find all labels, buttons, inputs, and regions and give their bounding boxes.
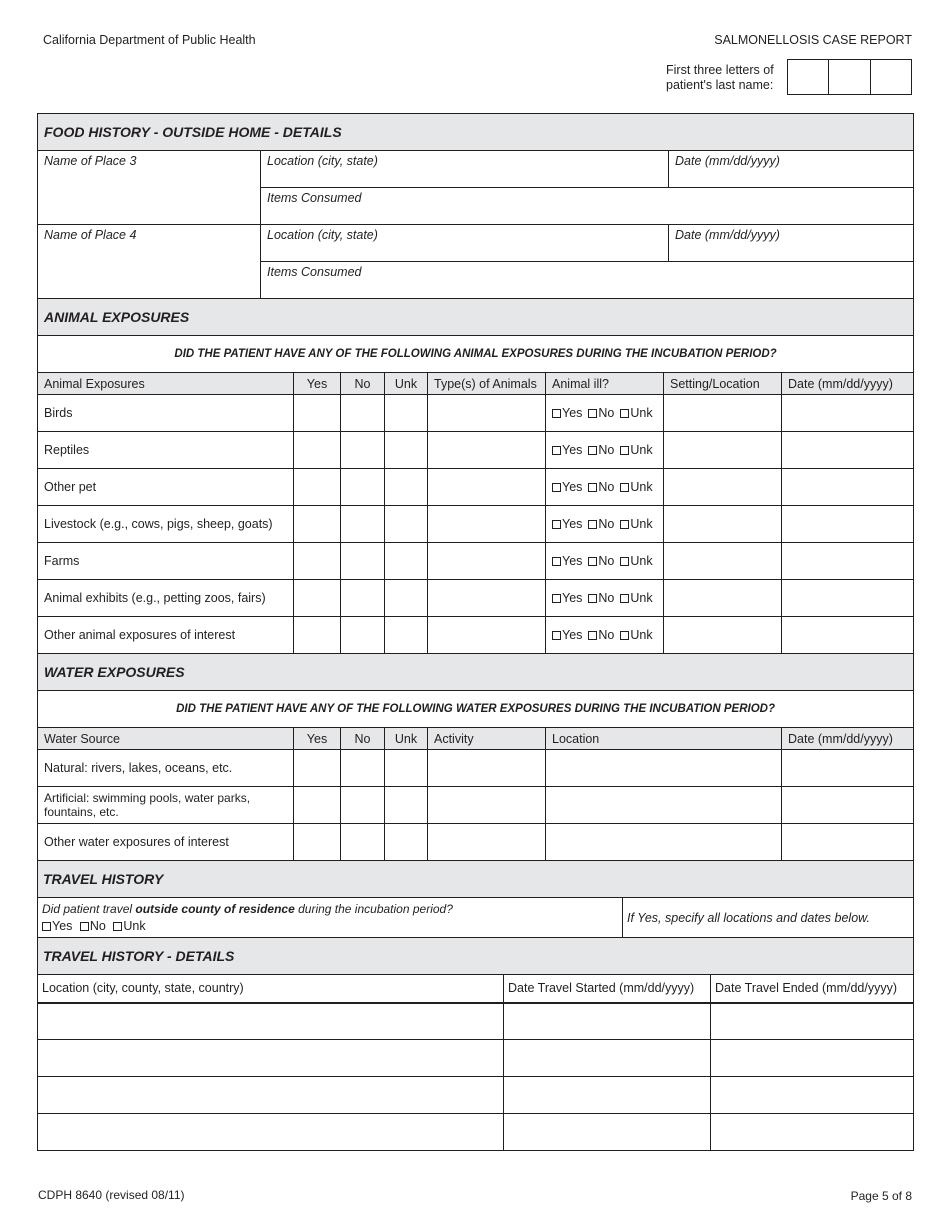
setting-location-cell[interactable] [664, 617, 782, 654]
col-unk: Unk [385, 728, 428, 750]
animal-exposure-label: Farms [38, 543, 294, 580]
animal-types-cell[interactable] [428, 432, 546, 469]
location-label: Location (city, state) [267, 228, 378, 242]
unk-label: Unk [630, 480, 653, 494]
no-label: No [598, 480, 615, 494]
animal-ill-no-option[interactable] [588, 406, 614, 420]
animal-ill-no-option[interactable] [588, 628, 614, 642]
col-date: Date (mm/dd/yyyy) [782, 728, 914, 750]
animal-row [38, 469, 914, 506]
place4-location-field[interactable] [261, 225, 669, 262]
travel-start-cell[interactable] [504, 1114, 711, 1151]
no-label: No [598, 517, 615, 531]
animal-ill-unk-option[interactable] [620, 628, 652, 642]
travel-no-option[interactable] [80, 919, 106, 933]
no-cell[interactable] [341, 824, 385, 861]
col-unk: Unk [385, 373, 428, 395]
setting-location-cell[interactable] [664, 432, 782, 469]
animal-ill-no-option[interactable] [588, 443, 614, 457]
no-label: No [598, 406, 615, 420]
unk-label: Unk [630, 591, 653, 605]
date-cell[interactable] [782, 432, 914, 469]
travel-end-cell[interactable] [711, 1077, 914, 1114]
place3-location-field[interactable] [261, 151, 669, 188]
animal-ill-cell [546, 617, 664, 654]
travel-row [38, 1077, 914, 1114]
checkbox-icon [113, 922, 122, 931]
travel-question [42, 901, 616, 918]
yes-cell[interactable] [294, 580, 341, 617]
travel-question-pre: Did patient travel [42, 901, 136, 916]
date-cell[interactable] [782, 506, 914, 543]
yes-label: Yes [52, 918, 73, 933]
unk-cell[interactable] [385, 617, 428, 654]
yes-label: Yes [562, 480, 583, 494]
animal-exposure-label: Other animal exposures of interest [38, 617, 294, 654]
animal-ill-yes-option[interactable] [552, 517, 582, 531]
yes-label: Yes [562, 517, 583, 531]
unk-label: Unk [630, 628, 653, 642]
no-cell[interactable] [341, 617, 385, 654]
animal-exposure-label: Reptiles [38, 432, 294, 469]
travel-location-cell[interactable] [38, 1077, 504, 1114]
animal-types-cell[interactable] [428, 617, 546, 654]
travel-question-cell [38, 898, 623, 938]
date-cell[interactable] [782, 580, 914, 617]
yes-label: Yes [562, 591, 583, 605]
unk-label: Unk [630, 517, 653, 531]
initials-label-line1: First three letters of [666, 63, 774, 77]
place4-date-field[interactable] [669, 225, 914, 262]
food-history-title: FOOD HISTORY - OUTSIDE HOME - DETAILS [38, 114, 914, 151]
animal-ill-unk-option[interactable] [620, 517, 652, 531]
place3-items-field[interactable] [261, 188, 914, 225]
travel-details-table [37, 937, 914, 1151]
animal-exposures-table [37, 298, 914, 654]
travel-options [42, 918, 616, 935]
no-cell[interactable] [341, 469, 385, 506]
no-label: No [598, 554, 615, 568]
checkbox-icon [620, 520, 629, 529]
animal-ill-yes-option[interactable] [552, 628, 582, 642]
unk-label: Unk [630, 406, 653, 420]
no-cell[interactable] [341, 580, 385, 617]
initials-label-line2: patient's last name: [666, 78, 774, 92]
location-label: Location (city, state) [267, 154, 378, 168]
travel-unk-option[interactable] [113, 919, 145, 933]
unk-cell[interactable] [385, 580, 428, 617]
checkbox-icon [620, 594, 629, 603]
checkbox-icon [588, 631, 597, 640]
place3-name-field[interactable] [38, 151, 261, 225]
travel-start-cell[interactable] [504, 1077, 711, 1114]
checkbox-icon [588, 409, 597, 418]
setting-location-cell[interactable] [664, 543, 782, 580]
yes-cell[interactable] [294, 787, 341, 824]
travel-row [38, 1003, 914, 1040]
items-label: Items Consumed [267, 191, 362, 205]
yes-label: Yes [562, 554, 583, 568]
checkbox-icon [552, 409, 561, 418]
place4-items-field[interactable] [261, 262, 914, 299]
col-activity: Activity [428, 728, 546, 750]
animal-ill-cell [546, 506, 664, 543]
col-yes: Yes [294, 373, 341, 395]
unk-cell[interactable] [385, 469, 428, 506]
col-travel-start: Date Travel Started (mm/dd/yyyy) [504, 975, 711, 1003]
setting-location-cell[interactable] [664, 506, 782, 543]
col-animal-ill: Animal ill? [546, 373, 664, 395]
no-label: No [598, 628, 615, 642]
unk-label: Unk [123, 918, 146, 933]
travel-location-cell[interactable] [38, 1114, 504, 1151]
yes-cell[interactable] [294, 469, 341, 506]
animal-exposures-title: ANIMAL EXPOSURES [38, 299, 914, 336]
animal-row [38, 395, 914, 432]
animal-ill-unk-option[interactable] [620, 480, 652, 494]
col-date: Date (mm/dd/yyyy) [782, 373, 914, 395]
checkbox-icon [552, 594, 561, 603]
place3-label: Name of Place 3 [44, 154, 137, 168]
animal-ill-cell [546, 469, 664, 506]
yes-cell[interactable] [294, 824, 341, 861]
travel-start-cell[interactable] [504, 1040, 711, 1077]
yes-cell[interactable] [294, 506, 341, 543]
water-row2-line2: fountains, etc. [44, 805, 119, 819]
animal-ill-unk-option[interactable] [620, 591, 652, 605]
travel-details-title: TRAVEL HISTORY - DETAILS [38, 938, 914, 975]
water-column-headers [38, 728, 914, 750]
checkbox-icon [588, 446, 597, 455]
animal-types-cell[interactable] [428, 506, 546, 543]
animal-exposure-label: Livestock (e.g., cows, pigs, sheep, goats) [38, 506, 294, 543]
water-source-label: Other water exposures of interest [38, 824, 294, 861]
travel-yes-option[interactable] [42, 919, 72, 933]
water-row2-line1: Artificial: swimming pools, water parks, [44, 791, 251, 805]
place4-label: Name of Place 4 [44, 228, 137, 242]
animal-types-cell[interactable] [428, 395, 546, 432]
setting-location-cell[interactable] [664, 395, 782, 432]
checkbox-icon [552, 557, 561, 566]
col-animal-exposures: Animal Exposures [38, 373, 294, 395]
animal-ill-no-option[interactable] [588, 591, 614, 605]
travel-end-cell[interactable] [711, 1003, 914, 1040]
water-row-artificial [38, 787, 914, 824]
animal-ill-yes-option[interactable] [552, 591, 582, 605]
animal-question: DID THE PATIENT HAVE ANY OF THE FOLLOWING ANIMAL EXPOSURES DURING THE INCUBATION PERIOD? [38, 336, 914, 373]
col-setting: Setting/Location [664, 373, 782, 395]
animal-row [38, 506, 914, 543]
travel-note: If Yes, specify all locations and dates below. [623, 898, 914, 938]
water-exposures-table [37, 653, 914, 861]
no-cell[interactable] [341, 543, 385, 580]
no-label: No [89, 918, 106, 933]
col-no: No [341, 728, 385, 750]
form-frame [37, 113, 913, 1151]
agency-name: California Department of Public Health [43, 33, 256, 47]
location-cell[interactable] [546, 750, 782, 787]
yes-label: Yes [562, 406, 583, 420]
col-location: Location [546, 728, 782, 750]
form-id: CDPH 8640 (revised 08/11) [38, 1188, 185, 1202]
animal-row [38, 580, 914, 617]
travel-question-bold: outside county of residence [135, 901, 295, 916]
setting-location-cell[interactable] [664, 580, 782, 617]
animal-ill-unk-option[interactable] [620, 443, 652, 457]
animal-types-cell[interactable] [428, 469, 546, 506]
travel-location-cell[interactable] [38, 1040, 504, 1077]
checkbox-icon [620, 409, 629, 418]
animal-row [38, 543, 914, 580]
no-cell[interactable] [341, 395, 385, 432]
date-cell[interactable] [782, 750, 914, 787]
checkbox-icon [552, 631, 561, 640]
food-history-table [37, 113, 914, 299]
animal-ill-unk-option[interactable] [620, 554, 652, 568]
no-label: No [598, 443, 615, 457]
date-cell[interactable] [782, 469, 914, 506]
animal-ill-cell [546, 580, 664, 617]
checkbox-icon [552, 520, 561, 529]
water-exposures-title: WATER EXPOSURES [38, 654, 914, 691]
yes-cell[interactable] [294, 395, 341, 432]
checkbox-icon [42, 922, 51, 931]
location-cell[interactable] [546, 824, 782, 861]
yes-cell[interactable] [294, 750, 341, 787]
no-cell[interactable] [341, 750, 385, 787]
animal-ill-no-option[interactable] [588, 554, 614, 568]
yes-cell[interactable] [294, 617, 341, 654]
initial-box-2[interactable] [829, 60, 870, 94]
unk-cell[interactable] [385, 506, 428, 543]
no-cell[interactable] [341, 432, 385, 469]
date-cell[interactable] [782, 543, 914, 580]
unk-cell[interactable] [385, 543, 428, 580]
checkbox-icon [552, 446, 561, 455]
setting-location-cell[interactable] [664, 469, 782, 506]
travel-history-table [37, 860, 914, 938]
page-number: Page 5 of 8 [850, 1189, 912, 1203]
activity-cell[interactable] [428, 750, 546, 787]
checkbox-icon [80, 922, 89, 931]
animal-row [38, 432, 914, 469]
place4-name-field[interactable] [38, 225, 261, 299]
animal-ill-no-option[interactable] [588, 517, 614, 531]
activity-cell[interactable] [428, 787, 546, 824]
activity-cell[interactable] [428, 824, 546, 861]
checkbox-icon [620, 631, 629, 640]
travel-question-post: during the incubation period? [294, 901, 453, 916]
unk-label: Unk [630, 443, 653, 457]
animal-types-cell[interactable] [428, 580, 546, 617]
report-title: SALMONELLOSIS CASE REPORT [714, 33, 912, 47]
location-cell[interactable] [546, 787, 782, 824]
travel-row [38, 1114, 914, 1151]
unk-label: Unk [630, 554, 653, 568]
checkbox-icon [620, 446, 629, 455]
yes-cell[interactable] [294, 543, 341, 580]
animal-exposure-label: Animal exhibits (e.g., petting zoos, fairs) [38, 580, 294, 617]
date-label: Date (mm/dd/yyyy) [675, 154, 780, 168]
unk-cell[interactable] [385, 432, 428, 469]
travel-end-cell[interactable] [711, 1114, 914, 1151]
travel-location-cell[interactable] [38, 1003, 504, 1040]
checkbox-icon [588, 520, 597, 529]
travel-row [38, 1040, 914, 1077]
animal-ill-yes-option[interactable] [552, 480, 582, 494]
no-label: No [598, 591, 615, 605]
checkbox-icon [620, 483, 629, 492]
checkbox-icon [552, 483, 561, 492]
col-travel-location: Location (city, county, state, country) [38, 975, 504, 1003]
col-no: No [341, 373, 385, 395]
water-source-label: Natural: rivers, lakes, oceans, etc. [38, 750, 294, 787]
water-row-other [38, 824, 914, 861]
animal-exposure-label: Birds [38, 395, 294, 432]
checkbox-icon [588, 483, 597, 492]
animal-ill-unk-option[interactable] [620, 406, 652, 420]
no-cell[interactable] [341, 506, 385, 543]
initial-box-1[interactable] [788, 60, 829, 94]
no-cell[interactable] [341, 787, 385, 824]
date-cell[interactable] [782, 617, 914, 654]
yes-label: Yes [562, 443, 583, 457]
water-question: DID THE PATIENT HAVE ANY OF THE FOLLOWING WATER EXPOSURES DURING THE INCUBATION PERIOD? [38, 691, 914, 728]
animal-ill-no-option[interactable] [588, 480, 614, 494]
col-yes: Yes [294, 728, 341, 750]
animal-ill-yes-option[interactable] [552, 443, 582, 457]
date-cell[interactable] [782, 787, 914, 824]
animal-exposure-label: Other pet [38, 469, 294, 506]
initials-boxes [787, 59, 912, 95]
travel-details-headers [38, 975, 914, 1003]
unk-cell[interactable] [385, 750, 428, 787]
date-cell[interactable] [782, 824, 914, 861]
checkbox-icon [620, 557, 629, 566]
animal-row [38, 617, 914, 654]
unk-cell[interactable] [385, 787, 428, 824]
animal-ill-yes-option[interactable] [552, 554, 582, 568]
date-cell[interactable] [782, 395, 914, 432]
yes-cell[interactable] [294, 432, 341, 469]
yes-label: Yes [562, 628, 583, 642]
col-travel-end: Date Travel Ended (mm/dd/yyyy) [711, 975, 914, 1003]
animal-column-headers [38, 373, 914, 395]
date-label: Date (mm/dd/yyyy) [675, 228, 780, 242]
checkbox-icon [588, 557, 597, 566]
travel-end-cell[interactable] [711, 1040, 914, 1077]
col-types: Type(s) of Animals [428, 373, 546, 395]
items-label: Items Consumed [267, 265, 362, 279]
animal-ill-cell [546, 543, 664, 580]
initial-box-3[interactable] [871, 60, 911, 94]
travel-history-title: TRAVEL HISTORY [38, 861, 914, 898]
initials-label [666, 63, 774, 93]
water-row-natural [38, 750, 914, 787]
unk-cell[interactable] [385, 824, 428, 861]
place3-date-field[interactable] [669, 151, 914, 188]
animal-types-cell[interactable] [428, 543, 546, 580]
col-water-source: Water Source [38, 728, 294, 750]
animal-ill-yes-option[interactable] [552, 406, 582, 420]
travel-start-cell[interactable] [504, 1003, 711, 1040]
unk-cell[interactable] [385, 395, 428, 432]
animal-ill-cell [546, 432, 664, 469]
water-source-label [38, 787, 294, 824]
animal-ill-cell [546, 395, 664, 432]
checkbox-icon [588, 594, 597, 603]
